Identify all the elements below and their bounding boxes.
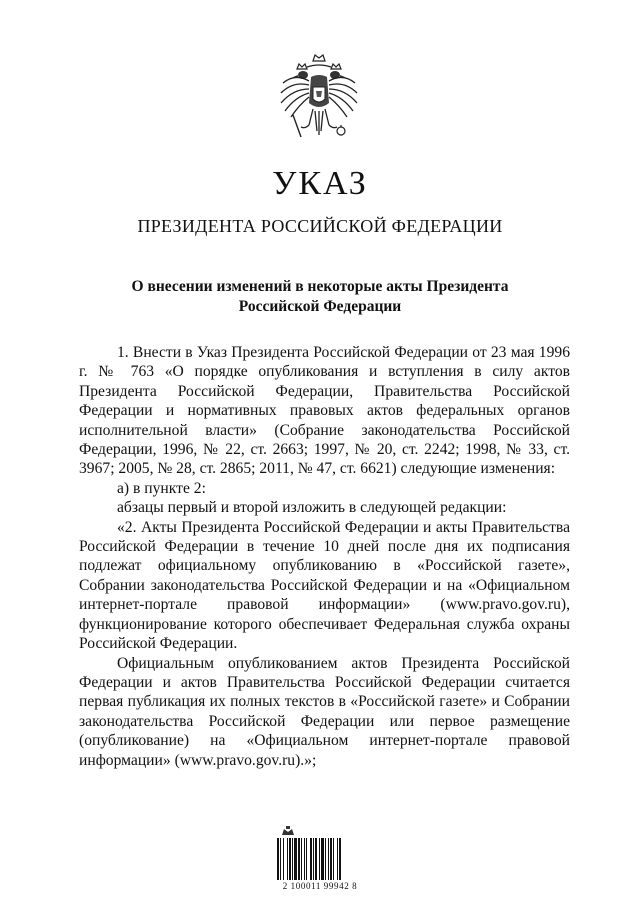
barcode-bar: [325, 838, 326, 880]
barcode-bar: [289, 838, 291, 880]
paragraph-subitem-a: а) в пункте 2:: [117, 479, 206, 497]
document-body: [79, 343, 570, 770]
barcode-bar: [292, 838, 293, 880]
barcode-number: 2 100011 99942 8: [282, 881, 358, 891]
paragraph-official-publication: Официальным опубликованием актов Президента Российской Федерации и актов Правительства Российской Федерации считается первая публикация их полных текстов в «Российской газете» и Собрании законодательства Российской Федерации или первое размещение (опубликование) на «Официальном интернет-портале правовой информации» (www.pravo.gov.ru).»;: [79, 654, 570, 769]
barcode-bar: [315, 838, 317, 880]
mini-emblem-icon: [280, 826, 296, 836]
barcode-icon: [276, 838, 364, 880]
barcode-bar: [313, 838, 314, 880]
barcode-bar: [298, 838, 300, 880]
barcode-bar: [283, 838, 284, 880]
barcode-bar: [280, 838, 281, 880]
paragraph-item-1: 1. Внести в Указ Президента Российской Федерации от 23 мая 1996 г. № 763 «О порядке опубликования и вступления в силу актов Президента Российской Федерации, Правительства Российской Федерации и нормативных правовых актов федеральных органов исполнительной власти» (Собрание законодательства Российской Федерации, 1996, № 22, ст. 2663; 1997, № 20, ст. 2242; 1998, № 33, ст. 3967; 2005, № 28, ст. 2865; 2011, № 47, ст. 6621) следующие изменения:: [79, 344, 570, 478]
barcode-bar: [277, 838, 279, 880]
coat-of-arms-icon: [271, 53, 367, 153]
barcode-bar: [337, 838, 338, 880]
barcode-bar: [304, 838, 305, 880]
barcode-bar: [301, 838, 302, 880]
barcode-bar: [321, 838, 324, 880]
barcode-bar: [294, 838, 297, 880]
barcode-bar: [333, 838, 334, 880]
document-type-title: УКАЗ: [272, 165, 368, 202]
barcode-bar: [310, 838, 312, 880]
document-heading: [100, 277, 540, 317]
barcode-bar: [330, 838, 332, 880]
paragraph-instruction: абзацы первый и второй изложить в следующей редакции:: [117, 499, 507, 517]
barcode-bar: [339, 838, 341, 880]
paragraph-quoted-item-2: «2. Акты Президента Российской Федерации и акты Правительства Российской Федерации в течение 10 дней после дня их подписания подлежат официальному опубликованию в «Российской газете», Собрании законодательства Российской Федерации и на «Официальном интернет-портале правовой информации» (www.pravo.gov.ru), функционирование которого обеспечивает Федеральная служба охраны Российской Федерации.: [79, 518, 570, 653]
document-heading-line: О внесении изменений в некоторые акты Президента: [131, 278, 509, 295]
page-footer: [276, 826, 364, 896]
barcode-bar: [328, 838, 329, 880]
document-heading-line: Российской Федерации: [238, 298, 402, 315]
barcode-bar: [319, 838, 320, 880]
issuer-subtitle: ПРЕЗИДЕНТА РОССИЙСКОЙ ФЕДЕРАЦИИ: [137, 216, 503, 236]
barcode-bar: [287, 838, 288, 880]
barcode-bar: [306, 838, 307, 880]
